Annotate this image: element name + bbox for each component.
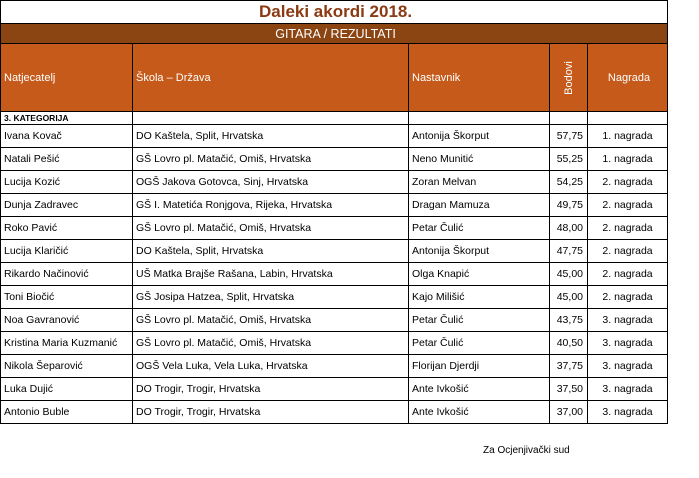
table-row [1,378,668,401]
title-row [1,1,668,24]
table-row [1,240,668,263]
award-value: 2. nagrada [588,217,668,240]
award-value: 2. nagrada [588,263,668,286]
school-name: OGŠ Jakova Gotovca, Sinj, Hrvatska [133,171,409,194]
award-value: 3. nagrada [588,378,668,401]
contestant-name: Natali Pešić [1,148,133,171]
contestant-name: Rikardo Načinović [1,263,133,286]
points-value: 43,75 [550,309,588,332]
table-row [1,171,668,194]
award-value: 1. nagrada [588,148,668,171]
award-value: 3. nagrada [588,401,668,424]
header-teacher: Nastavnik [409,44,550,112]
school-name: GŠ Lovro pl. Matačić, Omiš, Hrvatska [133,148,409,171]
page-title: Daleki akordi 2018. [1,1,668,24]
points-value: 57,75 [550,125,588,148]
header-points: Bodovi [562,60,575,95]
teacher-name: Petar Čulić [409,332,550,355]
points-value: 54,25 [550,171,588,194]
contestant-name: Lucija Kozić [1,171,133,194]
category-label: 3. KATEGORIJA [1,112,133,125]
contestant-name: Roko Pavić [1,217,133,240]
teacher-name: Dragan Mamuza [409,194,550,217]
table-row [1,194,668,217]
award-value: 2. nagrada [588,171,668,194]
teacher-name: Petar Čulić [409,217,550,240]
page-subtitle: GITARA / REZULTATI [1,24,668,44]
teacher-name: Kajo Milišić [409,286,550,309]
table-row [1,286,668,309]
header-school: Škola – Država [133,44,409,112]
school-name: GŠ Josipa Hatzea, Split, Hrvatska [133,286,409,309]
teacher-name: Petar Čulić [409,309,550,332]
points-value: 37,00 [550,401,588,424]
teacher-name: Olga Knapić [409,263,550,286]
contestant-name: Lucija Klaričić [1,240,133,263]
points-value: 37,50 [550,378,588,401]
points-value: 47,75 [550,240,588,263]
points-value: 49,75 [550,194,588,217]
header-award: Nagrada [588,44,668,112]
school-name: DO Trogir, Trogir, Hrvatska [133,401,409,424]
points-value: 45,00 [550,263,588,286]
school-name: UŠ Matka Brajše Rašana, Labin, Hrvatska [133,263,409,286]
table-row [1,125,668,148]
contestant-name: Noa Gavranović [1,309,133,332]
table-row [1,401,668,424]
points-value: 48,00 [550,217,588,240]
teacher-name: Neno Munitić [409,148,550,171]
table-row [1,355,668,378]
school-name: OGŠ Vela Luka, Vela Luka, Hrvatska [133,355,409,378]
table-row [1,263,668,286]
contestant-name: Luka Dujić [1,378,133,401]
points-value: 45,00 [550,286,588,309]
award-value: 2. nagrada [588,240,668,263]
school-name: DO Kaštela, Split, Hrvatska [133,240,409,263]
school-name: GŠ I. Matetića Ronjgova, Rijeka, Hrvatska [133,194,409,217]
table-row [1,332,668,355]
contestant-name: Kristina Maria Kuzmanić [1,332,133,355]
school-name: DO Trogir, Trogir, Hrvatska [133,378,409,401]
table-row [1,217,668,240]
contestant-name: Dunja Zadravec [1,194,133,217]
points-value: 40,50 [550,332,588,355]
header-points-cell [550,44,588,112]
contestant-name: Antonio Buble [1,401,133,424]
school-name: GŠ Lovro pl. Matačić, Omiš, Hrvatska [133,217,409,240]
teacher-name: Antonija Škorput [409,125,550,148]
school-name: DO Kaštela, Split, Hrvatska [133,125,409,148]
header-contestant: Natjecatelj [1,44,133,112]
points-value: 37,75 [550,355,588,378]
teacher-name: Ante Ivkošić [409,378,550,401]
award-value: 1. nagrada [588,125,668,148]
footer-signature: Za Ocjenjivački sud [483,445,570,456]
contestant-name: Ivana Kovač [1,125,133,148]
award-value: 2. nagrada [588,286,668,309]
category-row [1,112,668,125]
school-name: GŠ Lovro pl. Matačić, Omiš, Hrvatska [133,309,409,332]
award-value: 3. nagrada [588,309,668,332]
contestant-name: Nikola Šeparović [1,355,133,378]
award-value: 3. nagrada [588,332,668,355]
subtitle-row [1,24,668,44]
teacher-name: Zoran Melvan [409,171,550,194]
contestant-name: Toni Biočić [1,286,133,309]
teacher-name: Florijan Djerdji [409,355,550,378]
points-value: 55,25 [550,148,588,171]
teacher-name: Antonija Škorput [409,240,550,263]
award-value: 3. nagrada [588,355,668,378]
award-value: 2. nagrada [588,194,668,217]
teacher-name: Ante Ivkošić [409,401,550,424]
table-row [1,148,668,171]
school-name: GŠ Lovro pl. Matačić, Omiš, Hrvatska [133,332,409,355]
header-row [1,44,668,112]
table-row [1,309,668,332]
